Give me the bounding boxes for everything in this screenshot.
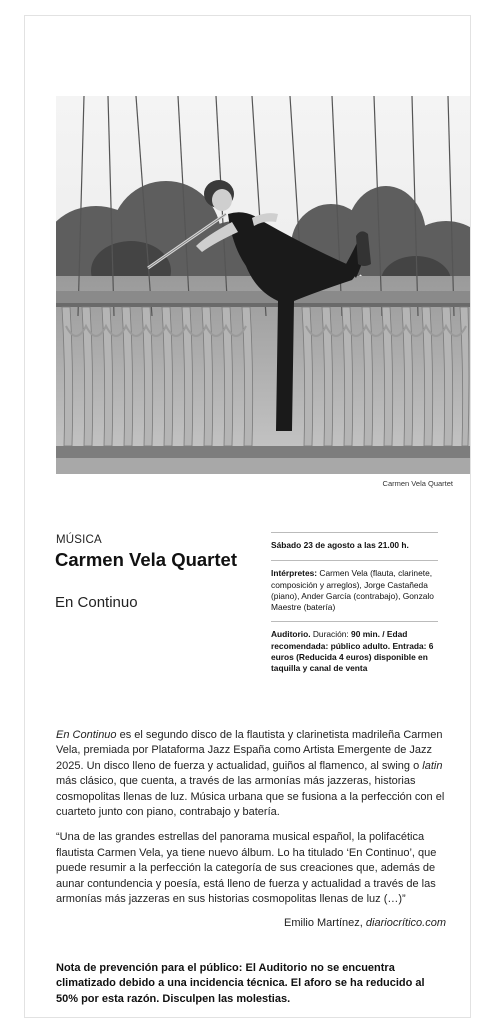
photo-caption: Carmen Vela Quartet xyxy=(382,479,453,488)
quote-author: Emilio Martínez, xyxy=(284,917,366,930)
event-subtitle: En Continuo xyxy=(55,594,138,611)
quote-attribution xyxy=(56,916,446,931)
album-title: En Continuo xyxy=(56,729,117,741)
press-quote: “Una de las grandes estrellas del panorama musical español, la polifacética flautista Carmen Vela, ya tiene nuevo álbum. Lo ha titulado ‘En Continuo’, que puede resumir a la perfección la categoría de sus creaciones que, además de aunar contundencia y poesía, está lleno de fuerza y actualidad a través de las armonías más jazzeras en sus historias cosmopolitas llenas de luz (…)” xyxy=(56,831,437,906)
duration-label: Duración: xyxy=(310,629,352,640)
event-title: Carmen Vela Quartet xyxy=(55,549,237,570)
duration-value: 90 min. / Edad recomendada: público adulto. Entrada: 6 euros (Reducida 4 euros) disponible en taquilla y canal de venta xyxy=(271,629,434,674)
event-description xyxy=(56,728,446,932)
event-category: MÚSICA xyxy=(56,534,102,546)
venue-label: Auditorio. xyxy=(271,629,311,640)
event-date: Sábado 23 de agosto a las 21.00 h. xyxy=(271,532,438,560)
performers-text: Carmen Vela (flauta, clarinete, composición y arreglos), Jorge Castañeda (piano), Ander García (contrabajo), Gonzalo Maestre (batería) xyxy=(271,568,434,613)
description-paragraph xyxy=(56,728,446,820)
event-info-panel xyxy=(271,532,438,683)
event-photo xyxy=(56,96,470,474)
performers-label: Intérpretes: xyxy=(271,568,318,579)
quote-source: diariocrítico.com xyxy=(365,917,446,930)
event-performers xyxy=(271,560,438,621)
description-text-1: es el segundo disco de la flautista y clarinetista madrileña Carmen Vela, premiada por Plataforma Jazz España como Artista Emergente de Jazz 2025. Un disco lleno de fuerza y actualidad, guiños al flamenco, al swing o xyxy=(56,729,443,772)
public-notice: Nota de prevención para el público: El Auditorio no se encuentra climatizado debido a una incidencia técnica. El aforo se ha reducido al 50% por esta razón. Disculpen las molestias. xyxy=(56,962,425,1005)
latin-word: latin xyxy=(422,759,443,772)
event-venue-details xyxy=(271,621,438,682)
description-text-2: más clásico, que cuenta, a través de las armonías más jazzeras, historias cosmopolitas llenas de luz. Música urbana que se fusiona a la perfección con el cuarteto junto con piano, contrabajo y batería. xyxy=(56,775,445,819)
